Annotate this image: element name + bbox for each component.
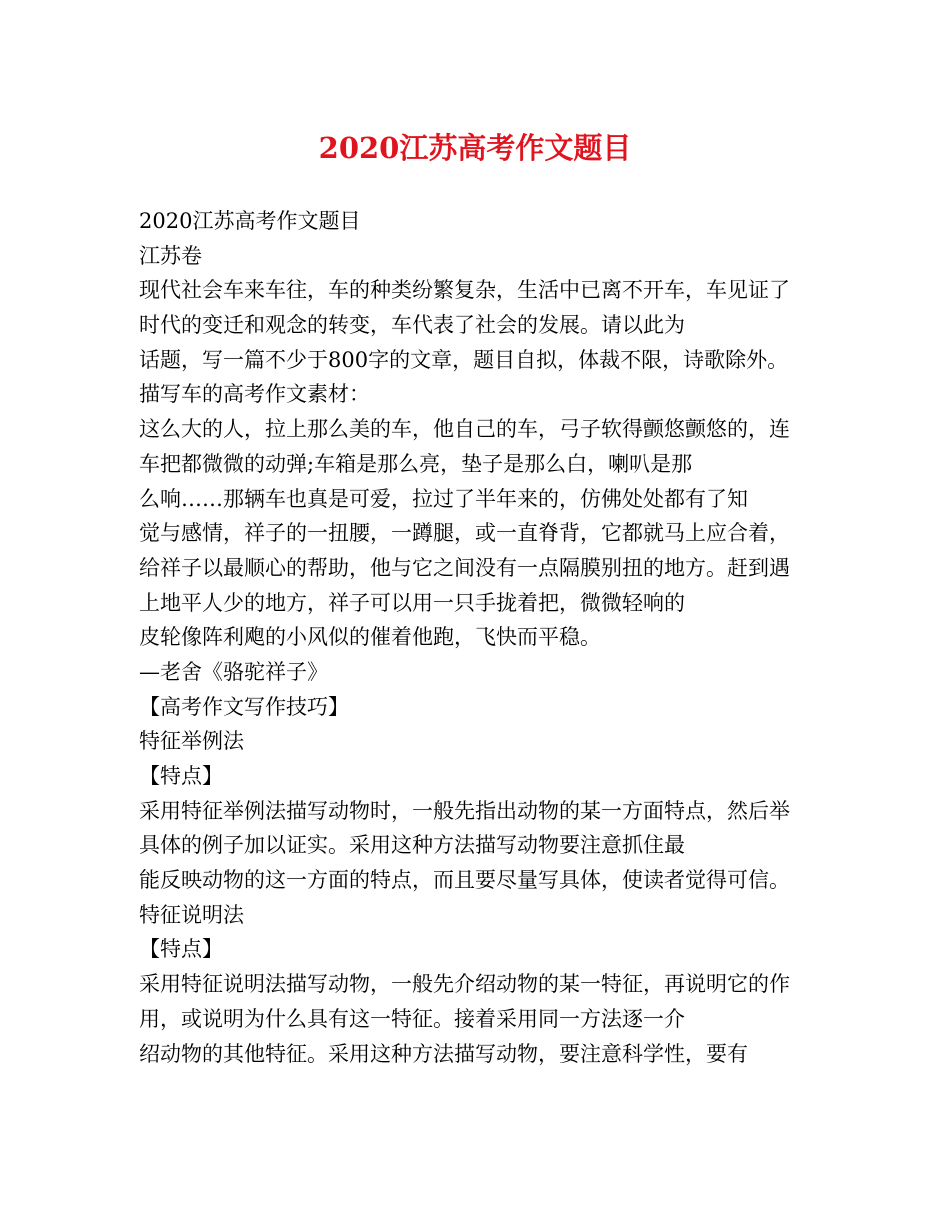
document-body	[139, 204, 829, 1071]
body-line: —老舍《骆驼祥子》	[139, 659, 328, 684]
body-line: 江苏卷	[139, 243, 202, 268]
body-line: 车把都微微的动弹;车箱是那么亮，垫子是那么白，喇叭是那	[139, 451, 693, 476]
body-line: 皮轮像阵利飑的小风似的催着他跑，飞快而平稳。	[139, 625, 601, 650]
body-line: 这么大的人，拉上那么美的车，他自己的车，弓子软得颤悠颤悠的，连	[139, 417, 790, 442]
body-line: 给祥子以最顺心的帮助，他与它之间没有一点隔膜别扭的地方。赶到遇	[139, 555, 790, 580]
body-line: 上地平人少的地方，祥子可以用一只手拢着把，微微轻响的	[139, 590, 685, 615]
body-line: 具体的例子加以证实。采用这种方法描写动物要注意抓住最	[139, 833, 685, 858]
body-line: 话题，写一篇不少于800字的文章，题目自拟，体裁不限，诗歌除外。	[139, 347, 789, 372]
document-title: 2020江苏高考作文题目	[318, 131, 632, 165]
body-line: 绍动物的其他特征。采用这种方法描写动物，要注意科学性，要有	[139, 1041, 748, 1066]
feature-label: 【特点】	[139, 937, 223, 962]
subsection-heading: 特征举例法	[139, 729, 244, 754]
body-line: 用，或说明为什么具有这一特征。接着采用同一方法逐一介	[139, 1006, 685, 1031]
body-line: 2020江苏高考作文题目	[139, 209, 361, 233]
body-line: 能反映动物的这一方面的特点，而且要尽量写具体，使读者觉得可信。	[139, 868, 790, 893]
body-line: 采用特征举例法描写动物时，一般先指出动物的某一方面特点，然后举	[139, 798, 790, 823]
section-heading: 【高考作文写作技巧】	[139, 694, 349, 719]
body-line: 现代社会车来车往，车的种类纷繁复杂，生活中已离不开车，车见证了	[139, 278, 790, 303]
body-line: 时代的变迁和观念的转变，车代表了社会的发展。请以此为	[139, 313, 685, 338]
body-line: 觉与感情，祥子的一扭腰，一蹲腿，或一直脊背，它都就马上应合着，	[139, 521, 790, 546]
subsection-heading: 特征说明法	[139, 902, 244, 927]
feature-label: 【特点】	[139, 764, 223, 788]
body-line: 描写车的高考作文素材：	[139, 382, 370, 407]
body-line: 采用特征说明法描写动物，一般先介绍动物的某一特征，再说明它的作	[139, 972, 790, 997]
body-line: 么响……那辆车也真是可爱，拉过了半年来的，仿佛处处都有了知	[139, 486, 748, 511]
